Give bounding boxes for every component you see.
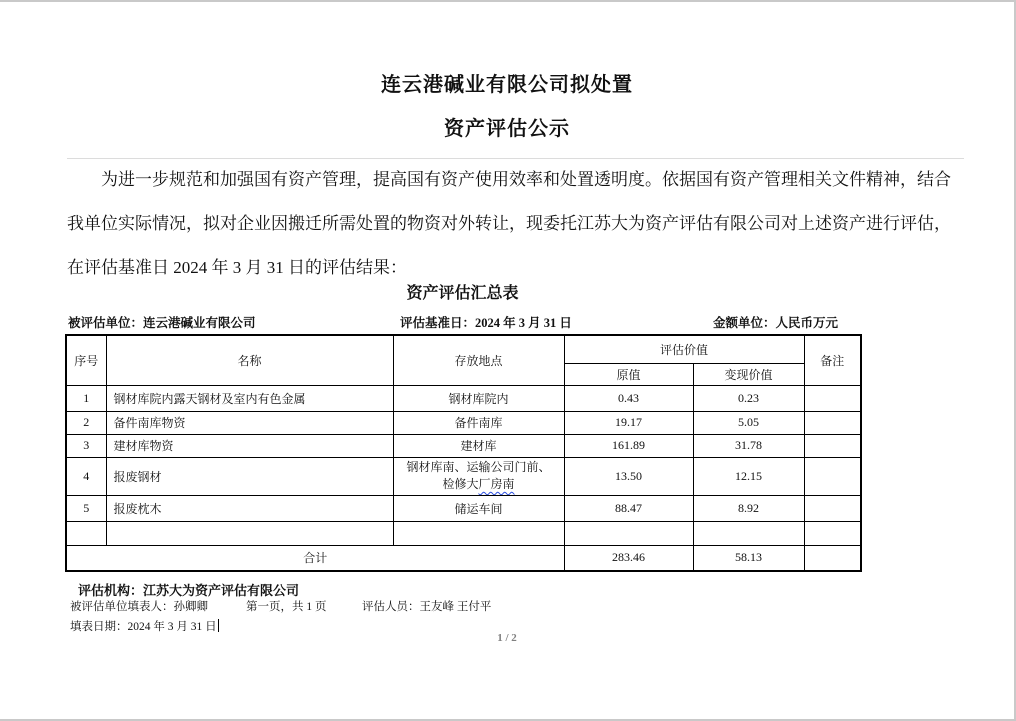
form-filler: 被评估单位填表人：孙卿卿 (70, 601, 208, 613)
cell-remark (804, 385, 861, 411)
header-row-1 (66, 335, 861, 363)
col-valuation-group: 评估价值 (564, 335, 804, 363)
col-remark: 备注 (804, 335, 861, 385)
doc-title-line1: 连云港碱业有限公司拟处置 (381, 74, 633, 96)
col-original-value: 原值 (564, 363, 693, 385)
appraisal-agency: 评估机构：江苏大为资产评估有限公司 (78, 583, 300, 598)
location-line-1: 钢材库南、运输公司门前、 (406, 460, 551, 474)
table-meta-row (65, 313, 860, 333)
cell-seq: 2 (66, 411, 106, 434)
cell-realizable: 0.23 (693, 385, 804, 411)
table-row (66, 434, 861, 457)
cell-seq: 4 (66, 457, 106, 495)
cell-realizable: 31.78 (693, 434, 804, 457)
cell-location (393, 457, 564, 495)
cell-location: 建材库 (393, 434, 564, 457)
cell-original: 88.47 (564, 495, 693, 521)
footer-line (0, 598, 1014, 614)
cell-name: 备件南库物资 (106, 411, 393, 434)
assessors: 评估人员：王友峰 王付平 (362, 601, 492, 613)
cell-original: 13.50 (564, 457, 693, 495)
cell-realizable: 5.05 (693, 411, 804, 434)
cell-original (564, 521, 693, 545)
cell-seq: 3 (66, 434, 106, 457)
cell-name: 报废钢材 (106, 457, 393, 495)
total-label: 合计 (66, 545, 564, 571)
meta-base-date: 评估基准日：2024 年 3 月 31 日 (400, 316, 572, 330)
cell-name (106, 521, 393, 545)
table-title: 资产评估汇总表 (406, 285, 519, 302)
cell-remark (804, 521, 861, 545)
cell-original: 161.89 (564, 434, 693, 457)
cell-remark (804, 411, 861, 434)
cell-location (393, 521, 564, 545)
table-row (66, 495, 861, 521)
cell-original: 19.17 (564, 411, 693, 434)
cell-seq: 5 (66, 495, 106, 521)
summary-table (65, 334, 862, 572)
fill-date: 填表日期：2024 年 3 月 31 日 (70, 621, 217, 633)
spellcheck-underline: 厂房南 (478, 477, 515, 491)
cell-realizable: 12.15 (693, 457, 804, 495)
table-row-empty (66, 521, 861, 545)
doc-title-line2: 资产评估公示 (444, 118, 570, 140)
page-info: 第一页，共 1 页 (246, 601, 327, 613)
meta-assessed-unit: 被评估单位：连云港碱业有限公司 (68, 316, 256, 330)
page-number: 1 / 2 (497, 632, 517, 644)
col-name: 名称 (106, 335, 393, 385)
cell-seq: 1 (66, 385, 106, 411)
total-original: 283.46 (564, 545, 693, 571)
total-realizable: 58.13 (693, 545, 804, 571)
cell-name: 钢材库院内露天钢材及室内有色金属 (106, 385, 393, 411)
cell-remark (804, 434, 861, 457)
col-seq: 序号 (66, 335, 106, 385)
cell-location: 钢材库院内 (393, 385, 564, 411)
cell-original: 0.43 (564, 385, 693, 411)
cell-name: 报废枕木 (106, 495, 393, 521)
cell-name: 建材库物资 (106, 434, 393, 457)
location-text: 检修大 (442, 477, 479, 491)
location-line-2 (396, 476, 562, 493)
intro-paragraph: 为进一步规范和加强国有资产管理，提高国有资产使用效率和处置透明度。依据国有资产管理相关文件精神，结合我单位实际情况，拟对企业因搬迁所需处置的物资对外转让，现委托江苏大为资产评估有限公司对上述资产进行评估，在评估基准日 2024 年 3 月 31 日的评估结果： (67, 170, 951, 277)
cell-realizable (693, 521, 804, 545)
cell-seq (66, 521, 106, 545)
col-realizable-value: 变现价值 (693, 363, 804, 385)
cell-realizable: 8.92 (693, 495, 804, 521)
total-row (66, 545, 861, 571)
text-cursor (218, 619, 219, 632)
meta-amount-unit: 金额单位：人民币万元 (713, 316, 839, 330)
table-row (66, 385, 861, 411)
cell-location: 储运车间 (393, 495, 564, 521)
total-remark (804, 545, 861, 571)
cell-remark (804, 495, 861, 521)
table-row (66, 411, 861, 434)
cell-location: 备件南库 (393, 411, 564, 434)
col-location: 存放地点 (393, 335, 564, 385)
table-row (66, 457, 861, 495)
cell-remark (804, 457, 861, 495)
